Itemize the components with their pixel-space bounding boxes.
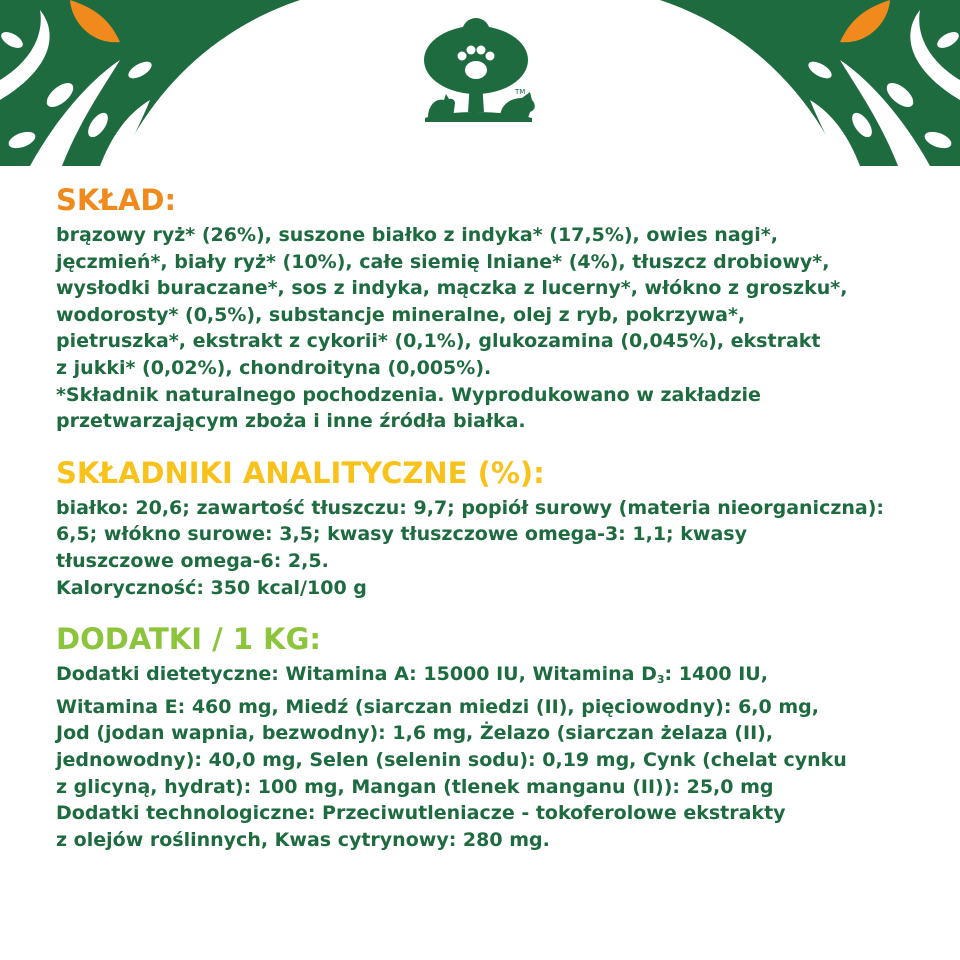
dodatki-line [56,661,946,694]
analityczne-line: 6,5; włókno surowe: 3,5; kwasy tłuszczowe omega-3: 1,1; kwasy [56,523,747,546]
section-analityczne [56,455,946,601]
dodatki-line: jednowodny): 40,0 mg, Selen (selenin sodu): 0,19 mg, Cynk (chelat cynku [56,748,847,771]
analityczne-heading: SKŁADNIKI ANALITYCZNE (%): [56,455,545,490]
sklad-footnote: *Składnik naturalnego pochodzenia. Wyprodukowano w zakładzie [56,383,761,406]
dodatki-line-part: : 1400 IU, [664,663,768,686]
sklad-line: z jukki* (0,02%), chondroityna (0,005%). [56,356,492,379]
sklad-footnote: przetwarzającym zboża i inne źródła białka. [56,410,526,433]
trademark-mark: TM [515,88,526,96]
sklad-heading: SKŁAD: [56,183,177,217]
dodatki-line-part: Dodatki dietetyczne: Witamina A: 15000 IU, Witamina D [56,663,657,686]
sklad-line: pietruszka*, ekstrakt z cykorii* (0,1%), glukozamina (0,045%), ekstrakt [56,330,821,353]
product-info [56,182,946,873]
header-banner [0,0,960,166]
analityczne-line: białko: 20,6; zawartość tłuszczu: 9,7; popiół surowy (materia nieorganiczna): [56,496,885,519]
dodatki-line: z olejów roślinnych, Kwas cytrynowy: 280 mg. [56,828,550,851]
subscript-3: 3 [656,673,665,687]
banner-graphic [0,0,960,166]
dodatki-line: Jod (jodan wapnia, bezwodny): 1,6 mg, Żelazo (siarczan żelaza (II), [56,722,774,745]
dodatki-line: Witamina E: 460 mg, Miedź (siarczan miedzi (II), pięciowodny): 6,0 mg, [56,695,819,718]
sklad-line: jęczmień*, biały ryż* (10%), całe siemię lniane* (4%), tłuszcz drobiowy*, [56,250,830,273]
dodatki-line: Dodatki technologiczne: Przeciwutleniacze - tokoferolowe ekstrakty [56,802,786,825]
sklad-line: wysłodki buraczane*, sos z indyka, mączka z lucerny*, włókno z groszku*, [56,277,848,300]
sklad-line: brązowy ryż* (26%), suszone białko z indyka* (17,5%), owies nagi*, [56,224,778,246]
section-sklad [56,182,946,435]
section-dodatki [56,621,946,853]
dodatki-heading: DODATKI / 1 KG: [56,622,321,657]
sklad-line: wodorosty* (0,5%), substancje mineralne, olej z ryb, pokrzywa*, [56,303,746,326]
kalorycznosc-line: Kaloryczność: 350 kcal/100 g [56,576,367,599]
dodatki-line: z glicyną, hydrat): 100 mg, Mangan (tlenek manganu (II)): 25,0 mg [56,775,774,798]
analityczne-line: tłuszczowe omega-6: 2,5. [56,549,329,572]
